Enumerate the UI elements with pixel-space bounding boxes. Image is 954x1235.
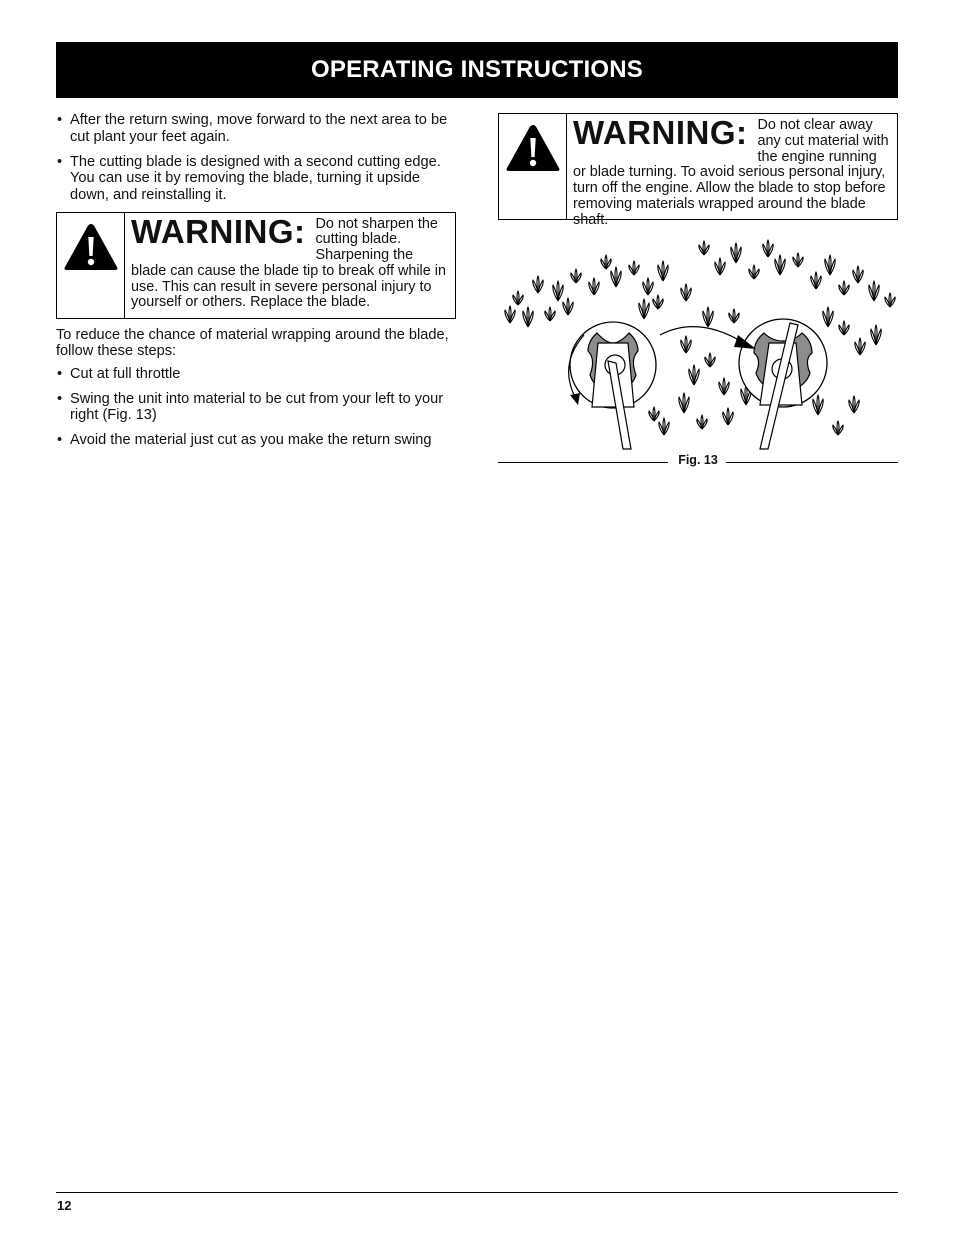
grass-tuft	[679, 393, 689, 413]
grass-tuft	[825, 255, 835, 275]
grass-tuft	[553, 281, 563, 301]
grass-tuft	[649, 407, 659, 421]
grass-tuft	[723, 408, 733, 425]
page-number: 12	[57, 1198, 72, 1213]
grass-tuft	[533, 276, 543, 293]
grass-tuft	[703, 307, 713, 327]
warning-text: Do not sharpen the cutting blade. Sharpening the blade can cause the blade tip to break off while in use. This can result in severe personal injury to yourself or others. Replace the blade.	[131, 215, 446, 311]
left-column	[56, 112, 456, 457]
right-column	[498, 113, 898, 467]
grass-tuft	[853, 266, 863, 283]
grass-tuft	[833, 421, 843, 435]
grass-tuft	[563, 298, 573, 315]
grass-tuft	[715, 258, 725, 275]
section-title: OPERATING INSTRUCTIONS	[311, 56, 643, 83]
warning-triangle-icon	[504, 122, 562, 174]
grass-tuft	[839, 281, 849, 295]
grass-tuft	[823, 307, 833, 327]
warning-label: WARNING:	[131, 212, 306, 250]
warning-box-clear	[498, 113, 898, 228]
grass-tuft	[571, 269, 581, 283]
grass-tuft	[849, 396, 859, 413]
grass-tuft	[589, 278, 599, 295]
grass-tuft	[775, 255, 785, 275]
grass-tuft	[699, 241, 709, 255]
grass-tuft	[811, 272, 821, 289]
warning-text-cell	[567, 114, 897, 228]
grass-tuft	[719, 378, 729, 395]
grass-tuft	[871, 325, 881, 345]
grass-tuft	[763, 240, 773, 257]
grass-tuft	[653, 295, 663, 309]
warning-triangle-icon	[62, 221, 120, 273]
list-item: • Swing the unit into material to be cut from your left to your right (Fig. 13)	[57, 390, 444, 423]
grass-tuft	[839, 321, 849, 335]
grass-tuft	[793, 253, 803, 267]
intro-paragraph: To reduce the chance of material wrapping around the blade, follow these steps:	[56, 326, 449, 359]
warning-text: Do not clear away any cut material with the engine running or blade turning. To avoid serious personal injury, turn off the engine. Allow the blade to stop before removing materials wrapped around the blade shaft.	[573, 117, 889, 228]
grass-tuft	[869, 281, 879, 301]
figure-13-illustration	[498, 235, 898, 450]
grass-clumps	[505, 240, 895, 435]
grass-tuft	[681, 336, 691, 353]
grass-tuft	[705, 353, 715, 367]
figure-caption-row	[498, 451, 898, 473]
grass-tuft	[629, 261, 639, 275]
section-header	[56, 42, 898, 98]
list-item: • Avoid the material just cut as you make the return swing	[57, 432, 432, 448]
grass-tuft	[513, 291, 523, 305]
grass-tuft	[545, 307, 555, 321]
grass-tuft	[681, 284, 691, 301]
bullet-list-bottom	[56, 366, 456, 449]
grass-tuft	[523, 307, 533, 327]
grass-tuft	[601, 255, 611, 269]
grass-tuft	[729, 309, 739, 323]
list-item: • Cut at full throttle	[57, 365, 181, 382]
grass-tuft	[639, 299, 649, 319]
grass-tuft	[749, 265, 759, 279]
warning-label: WARNING:	[573, 114, 748, 151]
grass-tuft	[659, 418, 669, 435]
list-item: • The cutting blade is designed with a second cutting edge. You can use it by removing the blade, turning it upside down, and reinstalling it.	[57, 153, 441, 203]
grass-tuft	[813, 395, 823, 415]
figure-caption: Fig. 13	[672, 453, 724, 467]
left-blade	[569, 322, 656, 449]
footer-rule	[56, 1192, 898, 1193]
grass-tuft	[658, 261, 668, 281]
grass-tuft	[643, 278, 653, 295]
grass-tuft	[885, 293, 895, 307]
grass-tuft	[855, 338, 865, 355]
warning-box-sharpen	[56, 212, 456, 319]
grass-tuft	[611, 267, 621, 287]
grass-tuft	[731, 243, 741, 263]
grass-tuft	[697, 415, 707, 429]
warning-icon-cell	[57, 213, 125, 318]
list-item: • After the return swing, move forward to the next area to be cut plant your feet again.	[57, 112, 448, 145]
grass-tuft	[505, 306, 515, 323]
warning-icon-cell	[499, 114, 567, 219]
grass-tuft	[689, 365, 699, 385]
warning-text-cell	[125, 213, 455, 318]
bullet-list-top	[56, 112, 456, 203]
